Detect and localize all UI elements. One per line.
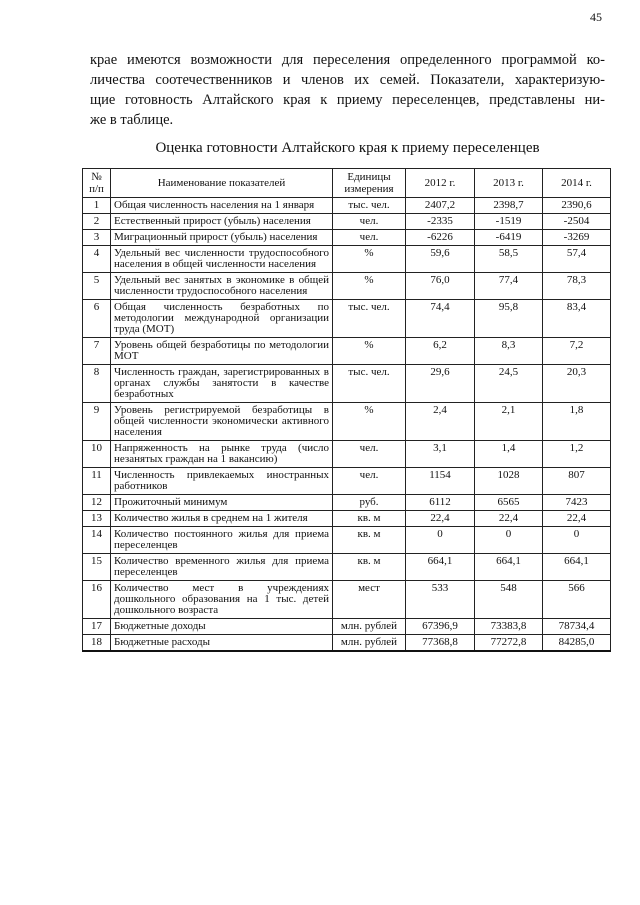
unit-cell: кв. м	[333, 554, 406, 581]
row-number-cell: 5	[83, 273, 111, 300]
row-number-cell: 12	[83, 495, 111, 511]
row-number-cell: 13	[83, 511, 111, 527]
row-number-cell: 15	[83, 554, 111, 581]
table-row	[83, 581, 611, 619]
row-number-cell: 8	[83, 365, 111, 403]
value-2013-cell: 1,4	[475, 441, 543, 468]
value-2012-cell: 59,6	[406, 246, 475, 273]
indicator-name-cell: Миграционный прирост (убыль) населения	[111, 230, 333, 246]
value-2013-cell: -1519	[475, 214, 543, 230]
value-2014-cell: 84285,0	[543, 635, 611, 652]
indicator-name-cell: Уровень регистрируемой безработицы в общей численности экономически активного населения	[111, 403, 333, 441]
table-row	[83, 635, 611, 652]
value-2012-cell: 29,6	[406, 365, 475, 403]
value-2012-cell: 1154	[406, 468, 475, 495]
row-number-cell: 10	[83, 441, 111, 468]
table-row	[83, 511, 611, 527]
indicator-name-cell: Бюджетные расходы	[111, 635, 333, 652]
unit-cell: млн. рублей	[333, 619, 406, 635]
table-header-row	[83, 169, 611, 198]
table-row	[83, 441, 611, 468]
value-2013-cell: 548	[475, 581, 543, 619]
value-2014-cell: 7,2	[543, 338, 611, 365]
value-2012-cell: 74,4	[406, 300, 475, 338]
indicator-name-cell: Напряженность на рынке труда (число незанятых граждан на 1 вакансию)	[111, 441, 333, 468]
value-2013-cell: 58,5	[475, 246, 543, 273]
unit-cell: %	[333, 403, 406, 441]
value-2014-cell: 7423	[543, 495, 611, 511]
row-number-cell: 9	[83, 403, 111, 441]
row-number-cell: 11	[83, 468, 111, 495]
unit-cell: чел.	[333, 214, 406, 230]
intro-line: крае имеются возможности для переселения определенного программой ко-	[90, 52, 605, 68]
value-2013-cell: 1028	[475, 468, 543, 495]
value-2013-cell: 77272,8	[475, 635, 543, 652]
indicator-name-cell: Количество постоянного жилья для приема переселенцев	[111, 527, 333, 554]
value-2014-cell: 664,1	[543, 554, 611, 581]
value-2014-cell: 20,3	[543, 365, 611, 403]
indicator-name-cell: Количество жилья в среднем на 1 жителя	[111, 511, 333, 527]
unit-cell: тыс. чел.	[333, 365, 406, 403]
indicator-name-cell: Количество мест в учреждениях дошкольного образования на 1 тыс. детей дошкольного возраста	[111, 581, 333, 619]
value-2014-cell: -2504	[543, 214, 611, 230]
page-number: 45	[590, 10, 602, 24]
row-number-cell: 7	[83, 338, 111, 365]
indicator-name-cell: Численность граждан, зарегистрированных в органах службы занятости в качестве безработных	[111, 365, 333, 403]
value-2012-cell: 6,2	[406, 338, 475, 365]
table-row	[83, 527, 611, 554]
value-2013-cell: 0	[475, 527, 543, 554]
unit-cell: %	[333, 246, 406, 273]
table-row	[83, 619, 611, 635]
value-2013-cell: 22,4	[475, 511, 543, 527]
indicator-name-cell: Общая численность населения на 1 января	[111, 198, 333, 214]
unit-cell: тыс. чел.	[333, 198, 406, 214]
unit-cell: чел.	[333, 441, 406, 468]
value-2012-cell: -2335	[406, 214, 475, 230]
intro-line: же в таблице.	[90, 112, 174, 128]
table-row	[83, 246, 611, 273]
row-number-cell: 17	[83, 619, 111, 635]
indicator-name-cell: Удельный вес занятых в экономике в общей численности трудоспособного населения	[111, 273, 333, 300]
value-2013-cell: 77,4	[475, 273, 543, 300]
table-row	[83, 198, 611, 214]
unit-cell: кв. м	[333, 511, 406, 527]
unit-cell: %	[333, 273, 406, 300]
header-2013: 2013 г.	[475, 169, 543, 198]
value-2013-cell: 8,3	[475, 338, 543, 365]
value-2014-cell: 2390,6	[543, 198, 611, 214]
value-2012-cell: 6112	[406, 495, 475, 511]
header-name: Наименование показателей	[111, 169, 333, 198]
value-2012-cell: 2,4	[406, 403, 475, 441]
table-row	[83, 554, 611, 581]
value-2012-cell: -6226	[406, 230, 475, 246]
table-row	[83, 338, 611, 365]
row-number-cell: 14	[83, 527, 111, 554]
indicator-name-cell: Уровень общей безработицы по методологии МОТ	[111, 338, 333, 365]
value-2014-cell: 22,4	[543, 511, 611, 527]
unit-cell: мест	[333, 581, 406, 619]
value-2013-cell: 2,1	[475, 403, 543, 441]
value-2014-cell: 83,4	[543, 300, 611, 338]
indicator-name-cell: Естественный прирост (убыль) населения	[111, 214, 333, 230]
table-row	[83, 273, 611, 300]
table-body	[83, 198, 611, 652]
row-number-cell: 1	[83, 198, 111, 214]
table-row	[83, 403, 611, 441]
value-2013-cell: 664,1	[475, 554, 543, 581]
unit-cell: %	[333, 338, 406, 365]
value-2012-cell: 533	[406, 581, 475, 619]
value-2012-cell: 0	[406, 527, 475, 554]
table-row	[83, 230, 611, 246]
value-2014-cell: 78734,4	[543, 619, 611, 635]
value-2014-cell: -3269	[543, 230, 611, 246]
indicator-name-cell: Общая численность безработных по методологии международной организации труда (МОТ)	[111, 300, 333, 338]
value-2012-cell: 2407,2	[406, 198, 475, 214]
value-2014-cell: 0	[543, 527, 611, 554]
table-row	[83, 214, 611, 230]
intro-paragraph	[90, 50, 605, 130]
row-number-cell: 4	[83, 246, 111, 273]
value-2014-cell: 566	[543, 581, 611, 619]
value-2014-cell: 807	[543, 468, 611, 495]
unit-cell: кв. м	[333, 527, 406, 554]
row-number-cell: 2	[83, 214, 111, 230]
header-unit: Единицы измерения	[333, 169, 406, 198]
unit-cell: чел.	[333, 468, 406, 495]
readiness-table	[82, 168, 611, 652]
unit-cell: млн. рублей	[333, 635, 406, 652]
value-2012-cell: 664,1	[406, 554, 475, 581]
unit-cell: тыс. чел.	[333, 300, 406, 338]
table-row	[83, 300, 611, 338]
value-2013-cell: 95,8	[475, 300, 543, 338]
row-number-cell: 16	[83, 581, 111, 619]
unit-cell: руб.	[333, 495, 406, 511]
value-2012-cell: 77368,8	[406, 635, 475, 652]
value-2014-cell: 57,4	[543, 246, 611, 273]
table-row	[83, 365, 611, 403]
table-row	[83, 495, 611, 511]
indicator-name-cell: Численность привлекаемых иностранных работников	[111, 468, 333, 495]
header-2014: 2014 г.	[543, 169, 611, 198]
intro-line: личества соотечественников и членов их семей. Показатели, характеризую-	[90, 72, 605, 88]
header-num: № п/п	[83, 169, 111, 198]
value-2014-cell: 1,2	[543, 441, 611, 468]
row-number-cell: 3	[83, 230, 111, 246]
unit-cell: чел.	[333, 230, 406, 246]
row-number-cell: 6	[83, 300, 111, 338]
row-number-cell: 18	[83, 635, 111, 652]
intro-line: щие готовность Алтайского края к приему переселенцев, представлены ни-	[90, 92, 605, 108]
value-2012-cell: 3,1	[406, 441, 475, 468]
value-2013-cell: 24,5	[475, 365, 543, 403]
header-2012: 2012 г.	[406, 169, 475, 198]
indicator-name-cell: Удельный вес численности трудоспособного населения в общей численности населения	[111, 246, 333, 273]
indicator-name-cell: Бюджетные доходы	[111, 619, 333, 635]
value-2012-cell: 22,4	[406, 511, 475, 527]
indicator-name-cell: Количество временного жилья для приема переселенцев	[111, 554, 333, 581]
value-2013-cell: -6419	[475, 230, 543, 246]
table-caption: Оценка готовности Алтайского края к приему переселенцев	[155, 140, 540, 156]
value-2012-cell: 76,0	[406, 273, 475, 300]
value-2013-cell: 73383,8	[475, 619, 543, 635]
table-row	[83, 468, 611, 495]
value-2013-cell: 6565	[475, 495, 543, 511]
value-2014-cell: 1,8	[543, 403, 611, 441]
value-2012-cell: 67396,9	[406, 619, 475, 635]
value-2014-cell: 78,3	[543, 273, 611, 300]
indicator-name-cell: Прожиточный минимум	[111, 495, 333, 511]
value-2013-cell: 2398,7	[475, 198, 543, 214]
